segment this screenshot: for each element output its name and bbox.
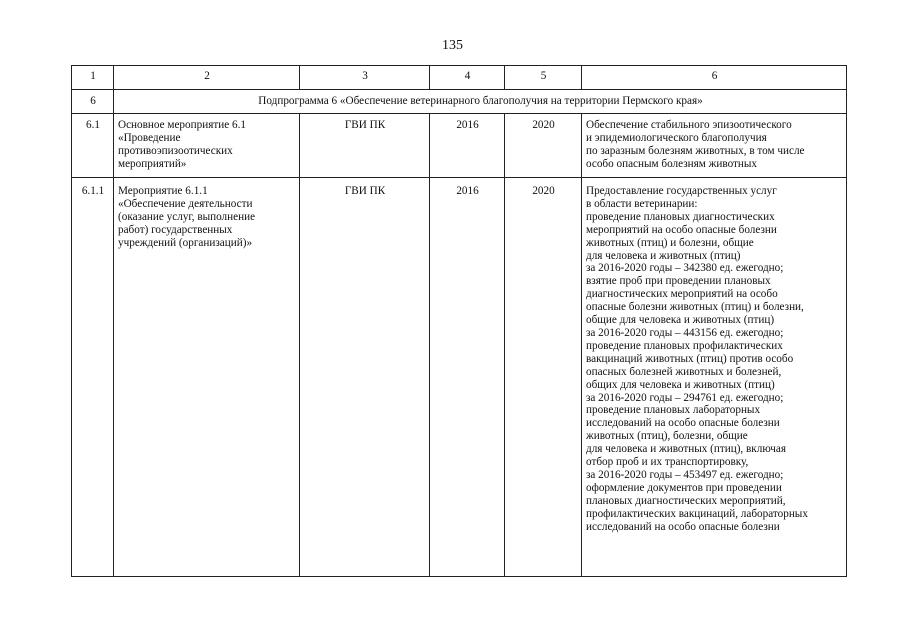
row-result-text: Предоставление государственных услуг в области ветеринарии: проведение плановых диагностических мероприятий на особо опасные болезни животных (птиц) и болезни, общие для человека и животных (птиц) за 2016-2020 годы – 342380 ед. ежегодно; взятие проб при проведении плановых диагностических мероприятий на особо опасные болезни животных (птиц) и болезни, общие для человека и животных (птиц) за 2016-2020 годы – 443156 ед. ежегодно; проведение плановых профилактических вакцинаций животных (птиц) против особо опасных болезней животных и болезней, общих для человека и животных (птиц) за 2016-2020 годы – 294761 ед. ежегодно; проведение плановых лабораторных исследований на особо опасные болезни животных (птиц), болезни, общие для человека и животных (птиц), включая отбор проб и их транспортировку, за 2016-2020 годы – 453497 ед. ежегодно; оформление документов при проведении плановых диагностических мероприятий, профилактических вакцинаций, лабораторных исследований на особо опасные болезни (586, 185, 808, 533)
row-name-text: Основное мероприятие 6.1 «Проведение противоэпизоотических мероприятий» (118, 119, 246, 170)
row-executor: ГВИ ПК (300, 178, 430, 577)
row-end-year: 2020 (505, 178, 582, 577)
column-header-6: 6 (582, 66, 847, 90)
column-header-2: 2 (114, 66, 300, 90)
row-executor: ГВИ ПК (300, 114, 430, 178)
column-header-3: 3 (300, 66, 430, 90)
row-number: 6.1 (72, 114, 114, 178)
table-row (72, 178, 847, 577)
row-name (114, 114, 300, 178)
subprogram-number: 6 (72, 90, 114, 114)
subprogram-title: Подпрограмма 6 «Обеспечение ветеринарного благополучия на территории Пермского края» (114, 90, 847, 114)
column-header-5: 5 (505, 66, 582, 90)
row-name-text: Мероприятие 6.1.1 «Обеспечение деятельности (оказание услуг, выполнение работ) государственных учреждений (организаций)» (118, 185, 256, 249)
row-result (582, 114, 847, 178)
program-table (71, 65, 847, 577)
column-header-1: 1 (72, 66, 114, 90)
row-result (582, 178, 847, 577)
row-end-year: 2020 (505, 114, 582, 178)
table-row (72, 114, 847, 178)
column-header-row (72, 66, 847, 90)
subprogram-row (72, 90, 847, 114)
row-start-year: 2016 (430, 114, 505, 178)
row-name (114, 178, 300, 577)
row-number: 6.1.1 (72, 178, 114, 577)
row-start-year: 2016 (430, 178, 505, 577)
column-header-4: 4 (430, 66, 505, 90)
row-result-text: Обеспечение стабильного эпизоотического и эпидемиологического благополучия по заразным болезням животных, в том числе особо опасным болезням животных (586, 119, 805, 170)
page-number: 135 (442, 38, 463, 53)
